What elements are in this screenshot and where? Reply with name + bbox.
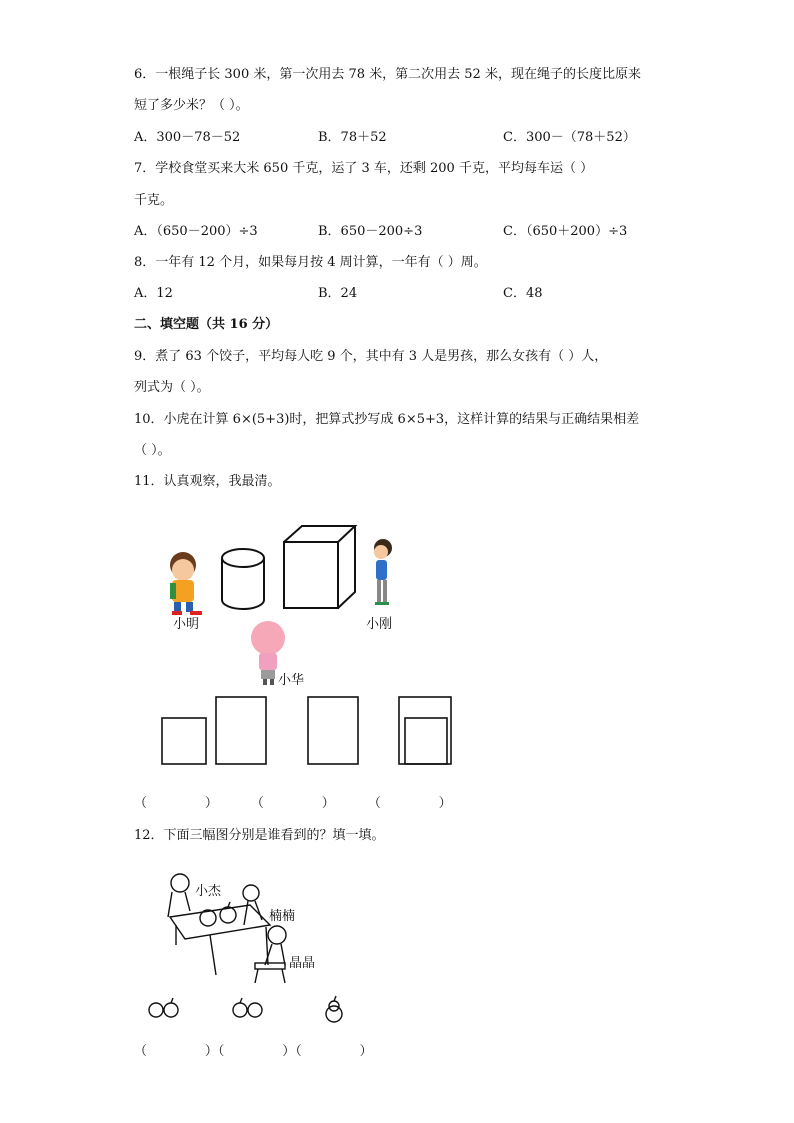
q9-text-line2: 列式为（ ）。 xyxy=(134,380,210,395)
apple-view-1 xyxy=(149,998,178,1017)
q12-text-line1: 12．下面三幅图分别是谁看到的？填一填。 xyxy=(134,828,385,843)
boy-xiaoming-figure xyxy=(170,552,202,615)
label-xiaogang: 小刚 xyxy=(366,617,393,632)
q10-text-line1: 10．小虎在计算 6×(5+3)时，把算式抄写成 6×5+3，这样计算的结果与正确结果相差 xyxy=(134,412,640,427)
q9-text-line1: 9．煮了 63 个饺子，平均每人吃 9 个，其中有 3 人是男孩，那么女孩有（ ）人， xyxy=(134,349,608,364)
view-options xyxy=(162,697,451,764)
q6-text-line1: 6．一根绳子长 300 米，第一次用去 78 米，第二次用去 52 米，现在绳子的长度比原来 xyxy=(134,67,641,82)
view-option-rectangle-with-square xyxy=(399,697,451,764)
q8-option-b: B．24 xyxy=(318,286,358,301)
label-xiaohua: 小华 xyxy=(278,673,305,688)
label-jingjing: 晶晶 xyxy=(289,956,316,971)
q10-text-line2: （ ）。 xyxy=(134,443,171,458)
q11-answer-blanks: （ ） （ ） （ ） xyxy=(134,796,452,811)
label-xiaoming: 小明 xyxy=(173,617,200,632)
label-nannan: 楠楠 xyxy=(269,909,296,924)
q6-text-line2: 短了多少米？（ ）。 xyxy=(134,98,249,113)
view-option-rectangle xyxy=(308,697,358,764)
table-scene xyxy=(168,874,286,983)
q7-text-line2: 千克。 xyxy=(134,193,174,208)
cylinder-shape xyxy=(222,549,264,609)
q12-scene-illustration xyxy=(0,865,794,1045)
q7-option-a: A．（650－200）÷3 xyxy=(134,224,258,239)
boy-xiaogang-figure xyxy=(374,539,392,605)
q11-scene-illustration xyxy=(0,510,794,830)
q8-option-a: A．12 xyxy=(134,286,173,301)
q7-option-b: B．650－200÷3 xyxy=(318,224,423,239)
q12-answer-blanks: （ ）（ ）（ ） xyxy=(134,1044,373,1059)
apple-view-2 xyxy=(233,998,262,1017)
q7-text-line1: 7．学校食堂买来大米 650 千克，运了 3 车，还剩 200 千克，平均每车运（ ） xyxy=(134,161,594,176)
q7-option-c: C．（650＋200）÷3 xyxy=(503,224,628,239)
view-option-tall-rectangle xyxy=(216,697,266,764)
q6-option-b: B．78＋52 xyxy=(318,130,387,145)
apple-view-3 xyxy=(326,996,342,1022)
section-title: 二、填空题（共 16 分） xyxy=(134,317,279,332)
view-option-square xyxy=(162,718,206,764)
q11-text-line1: 11．认真观察，我最清。 xyxy=(134,474,281,489)
label-xiaojie: 小杰 xyxy=(195,884,222,899)
q6-option-c: C．300－（78＋52） xyxy=(503,130,636,145)
q6-option-a: A．300－78－52 xyxy=(134,130,241,145)
q8-option-c: C．48 xyxy=(503,286,543,301)
cube-shape xyxy=(284,526,355,608)
q8-text-line1: 8．一年有 12 个月，如果每月按 4 周计算，一年有（ ）周。 xyxy=(134,255,487,270)
